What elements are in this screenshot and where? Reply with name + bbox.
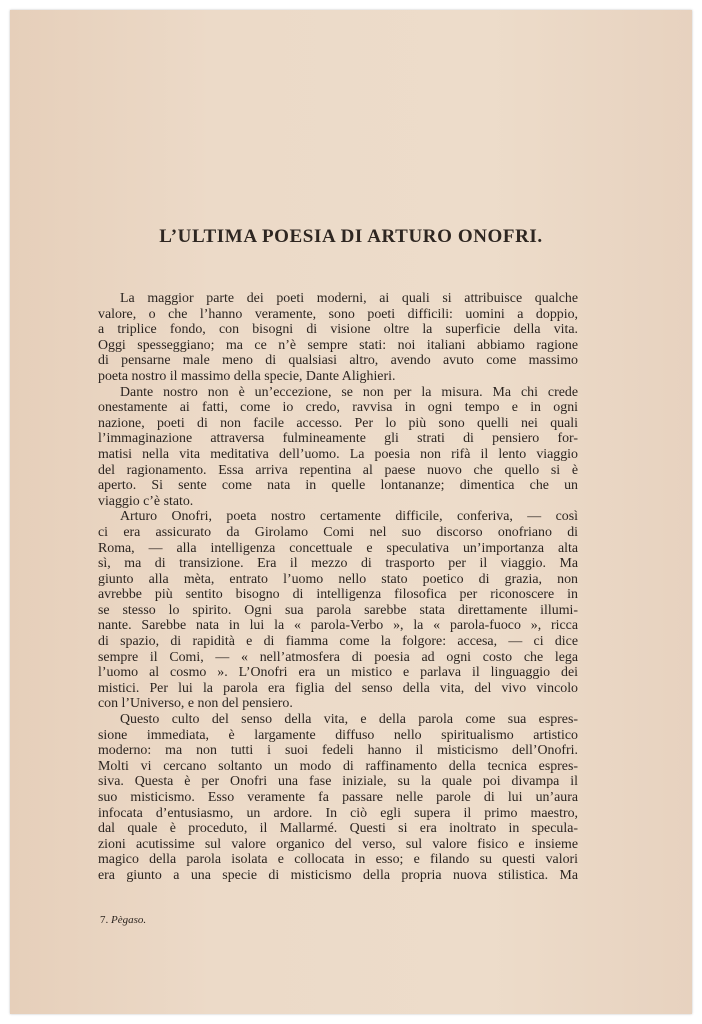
text-line: a triplice fondo, con bisogni di visione oltre la superficie della vita. — [98, 322, 578, 338]
text-line: magico della parola isolata e collocata in esso; e filando su questi valori — [98, 852, 578, 868]
text-line: valore, o che l’hanno veramente, sono poeti difficili: uomini a doppio, — [98, 306, 578, 322]
book-page — [10, 10, 692, 1014]
text-line: Roma, — alla intelligenza concettuale e speculativa un’importanza alta — [98, 540, 578, 556]
text-line: Dante nostro non è un’eccezione, se non per la misura. Ma chi crede — [120, 384, 578, 400]
text-line: aperto. Si sente come nata in quelle lontananze; dimentica che un — [98, 478, 578, 494]
text-line: moderno: ma non tutti i suoi fedeli hanno il misticismo dell’Onofri. — [98, 743, 578, 759]
text-line: Molti vi cercano soltanto un modo di raffinamento della tecnica espres- — [98, 758, 578, 774]
text-line: Oggi spesseggiano; ma ce n’è sempre stati: noi italiani abbiamo ragione — [98, 337, 578, 353]
text-line: se stesso lo spirito. Ogni sua parola sarebbe stata direttamente illumi- — [98, 602, 578, 618]
text-line: zioni acutissime sul valore organico del verso, sul valore fisico e insieme — [98, 836, 578, 852]
page-footer — [100, 914, 146, 926]
text-line: di spazio, di rapidità e di fiamma come la folgore: accesa, — ci dice — [98, 634, 578, 650]
text-line: sì, ma di transizione. Era il mezzo di trasporto per il viaggio. Ma — [98, 556, 578, 572]
text-line: sione immediata, è largamente diffuso nello spiritualismo artistico — [98, 727, 578, 743]
text-line: di pensarne male meno di qualsiasi altro, avendo avuto come massimo — [98, 353, 578, 369]
text-line: poeta nostro il massimo della specie, Dante Alighieri. — [98, 368, 396, 384]
text-line: sempre il Comi, — « nell’atmosfera di poesia ad ogni costo che lega — [98, 649, 578, 665]
text-line: siva. Questa è per Onofri una fase iniziale, su la quale poi divampa il — [98, 774, 578, 790]
text-line: del ragionamento. Essa arriva repentina al paese nuovo che quello si è — [98, 462, 578, 478]
text-line: ci era assicurato da Girolamo Comi nel suo discorso onofriano di — [98, 524, 578, 540]
text-line: dal quale è proceduto, il Mallarmé. Questi si era inoltrato in specula- — [98, 821, 578, 837]
text-line: giunto alla mèta, entrato l’uomo nello stato poetico di grazia, non — [98, 571, 578, 587]
signature-number: 7. — [100, 914, 109, 926]
article-body — [98, 291, 578, 884]
article-title: L’ULTIMA POESIA DI ARTURO ONOFRI. — [159, 226, 543, 247]
text-line: viaggio c’è stato. — [98, 493, 194, 509]
text-line: nazione, poeti di non facile accesso. Per lo più sono quelli nei quali — [98, 415, 578, 431]
text-line: avrebbe più sentito bisogno di intelligenza filosofica per riconoscere in — [98, 587, 578, 603]
text-line: l’uomo al cosmo ». L’Onofri era un mistico e parlava il linguaggio dei — [98, 665, 578, 681]
text-line: era giunto a una specie di misticismo della propria nuova stilistica. Ma — [98, 867, 578, 883]
text-line: La maggior parte dei poeti moderni, ai quali si attribuisce qualche — [120, 291, 578, 306]
text-line: l’immaginazione attraversa fulmineamente gli strati di pensiero for- — [98, 431, 578, 447]
text-line: onestamente ai fatti, come io credo, ravvisa in ogni tempo e in ogni — [98, 400, 578, 416]
text-line: Arturo Onofri, poeta nostro certamente difficile, conferiva, — così — [120, 509, 578, 525]
text-line: infocata d’entusiasmo, un ardore. In ciò egli supera il primo maestro, — [98, 805, 578, 821]
text-line: con l’Universo, e non del pensiero. — [98, 696, 293, 712]
text-line: mistici. Per lui la parola era figlia del senso della vita, del vivo vincolo — [98, 680, 578, 696]
text-line: suo misticismo. Esso veramente fa passare nelle parole di lui un’aura — [98, 790, 578, 805]
text-line: nante. Sarebbe nata in lui la « parola-Verbo », la « parola-fuoco », ricca — [98, 618, 578, 634]
journal-name: Pègaso. — [111, 914, 147, 926]
text-line: Questo culto del senso della vita, e della parola come sua espres- — [120, 712, 578, 728]
text-line: matisi nella vita meditativa dell’uomo. La poesia non rifà il lento viaggio — [98, 446, 578, 462]
